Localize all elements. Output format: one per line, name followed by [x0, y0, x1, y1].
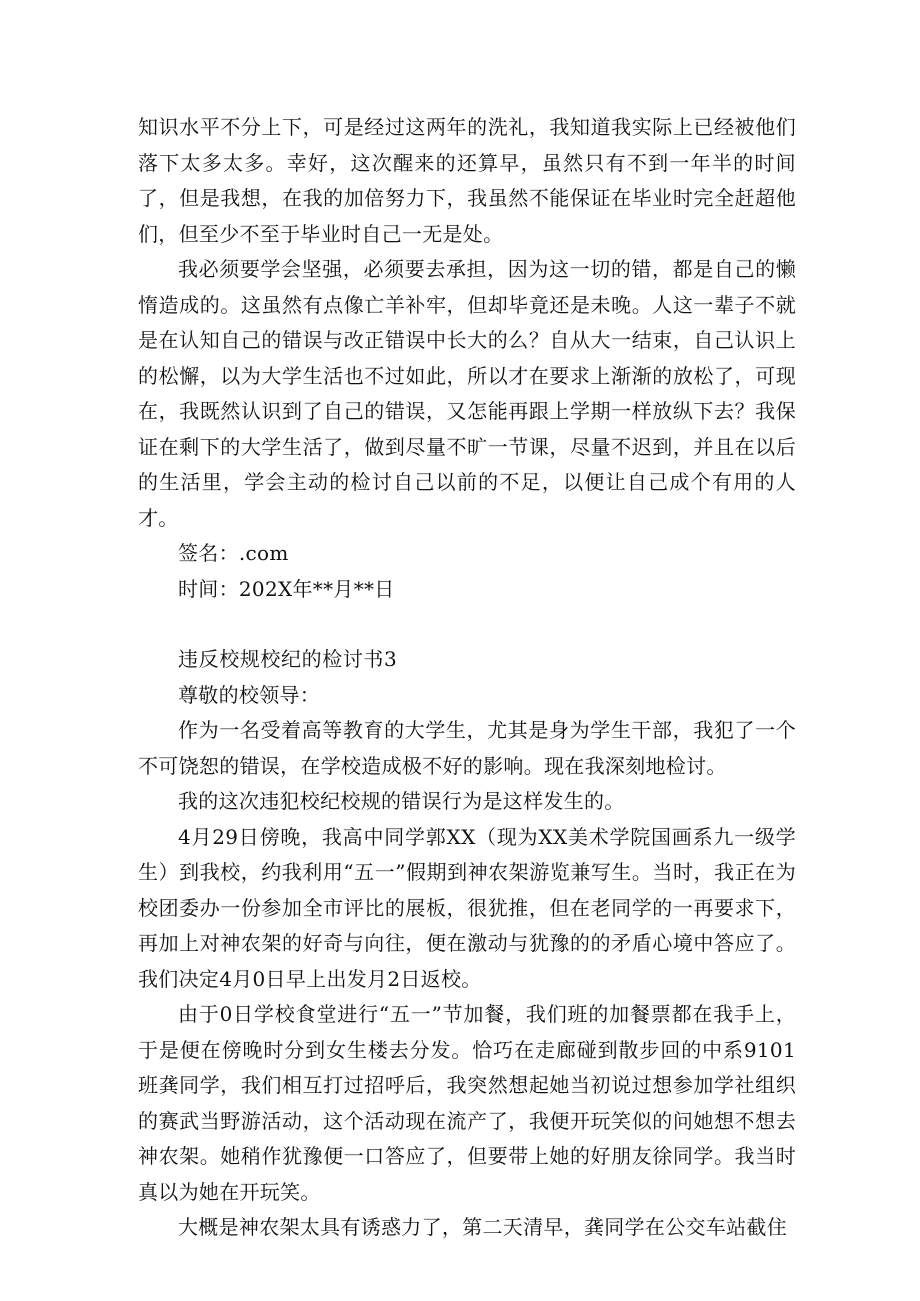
- section-title: 违反校规校纪的检讨书3: [178, 647, 398, 671]
- salutation: 尊敬的校领导：: [178, 682, 321, 707]
- paragraph-next: 大概是神农架太具有诱惑力了，第二天清早，龚同学在公交车站截住: [178, 1215, 787, 1239]
- paragraph-lead: 我的这次违犯校纪校规的错误行为是这样发生的。: [178, 789, 625, 813]
- date-line: 时间：202X年**月**日: [178, 576, 395, 601]
- signature-line: 签名：.com: [178, 541, 289, 565]
- paragraph-continued: 知识水平不分上下，可是经过这两年的洗礼，我知道我实际上已经被他们落下太多太多。幸好，这次醒来的还算早，虽然只有不到一年半的时间了，但是我想，在我的加倍努力下，我虽然不能保证在毕业时完全赶超他们，但至少不至于毕业时自己一无是处。: [138, 115, 796, 246]
- paragraph-detail: 由于0日学校食堂进行“五一”节加餐，我们班的加餐票都在我手上，于是便在傍晚时分到女生楼去分发。恰巧在走廊碰到散步回的中系9101班龚同学，我们相互打过招呼后，我突然想起她当初说过想参加学社组织的赛武当野游活动，这个活动现在流产了，我便开玩笑似的问她想不想去神农架。她稍作犹豫便一口答应了，但要带上她的好朋友徐同学。我当时真以为她在开玩笑。: [138, 1002, 796, 1204]
- document-page: [138, 110, 796, 1246]
- paragraph-intro: 作为一名受着高等教育的大学生，尤其是身为学生干部，我犯了一个不可饶恕的错误，在学校造成极不好的影响。现在我深刻地检讨。: [138, 718, 796, 778]
- paragraph-resolution: 我必须要学会坚强，必须要去承担，因为这一切的错，都是自己的懒惰造成的。这虽然有点像亡羊补牢，但却毕竟还是未晚。人这一辈子不就是在认知自己的错误与改正错误中长大的么？自从大一结束，自己认识上的松懈，以为大学生活也不过如此，所以才在要求上渐渐的放松了，可现在，我既然认识到了自己的错误，又怎能再跟上学期一样放纵下去？我保证在剩下的大学生活了，做到尽量不旷一节课，尽量不迟到，并且在以后的生活里，学会主动的检讨自己以前的不足，以便让自己成个有用的人才。: [138, 257, 796, 530]
- paragraph-event: 4月29日傍晚，我高中同学郭XX（现为XX美术学院国画系九一级学生）到我校，约我利用“五一”假期到神农架游览兼写生。当时，我正在为校团委办一份参加全市评比的展板，很犹推，但在老同学的一再要求下，再加上对神农架的好奇与向往，便在激动与犹豫的的矛盾心境中答应了。我们决定4月0日早上出发月2日返校。: [138, 824, 796, 991]
- section-gap: [138, 607, 796, 642]
